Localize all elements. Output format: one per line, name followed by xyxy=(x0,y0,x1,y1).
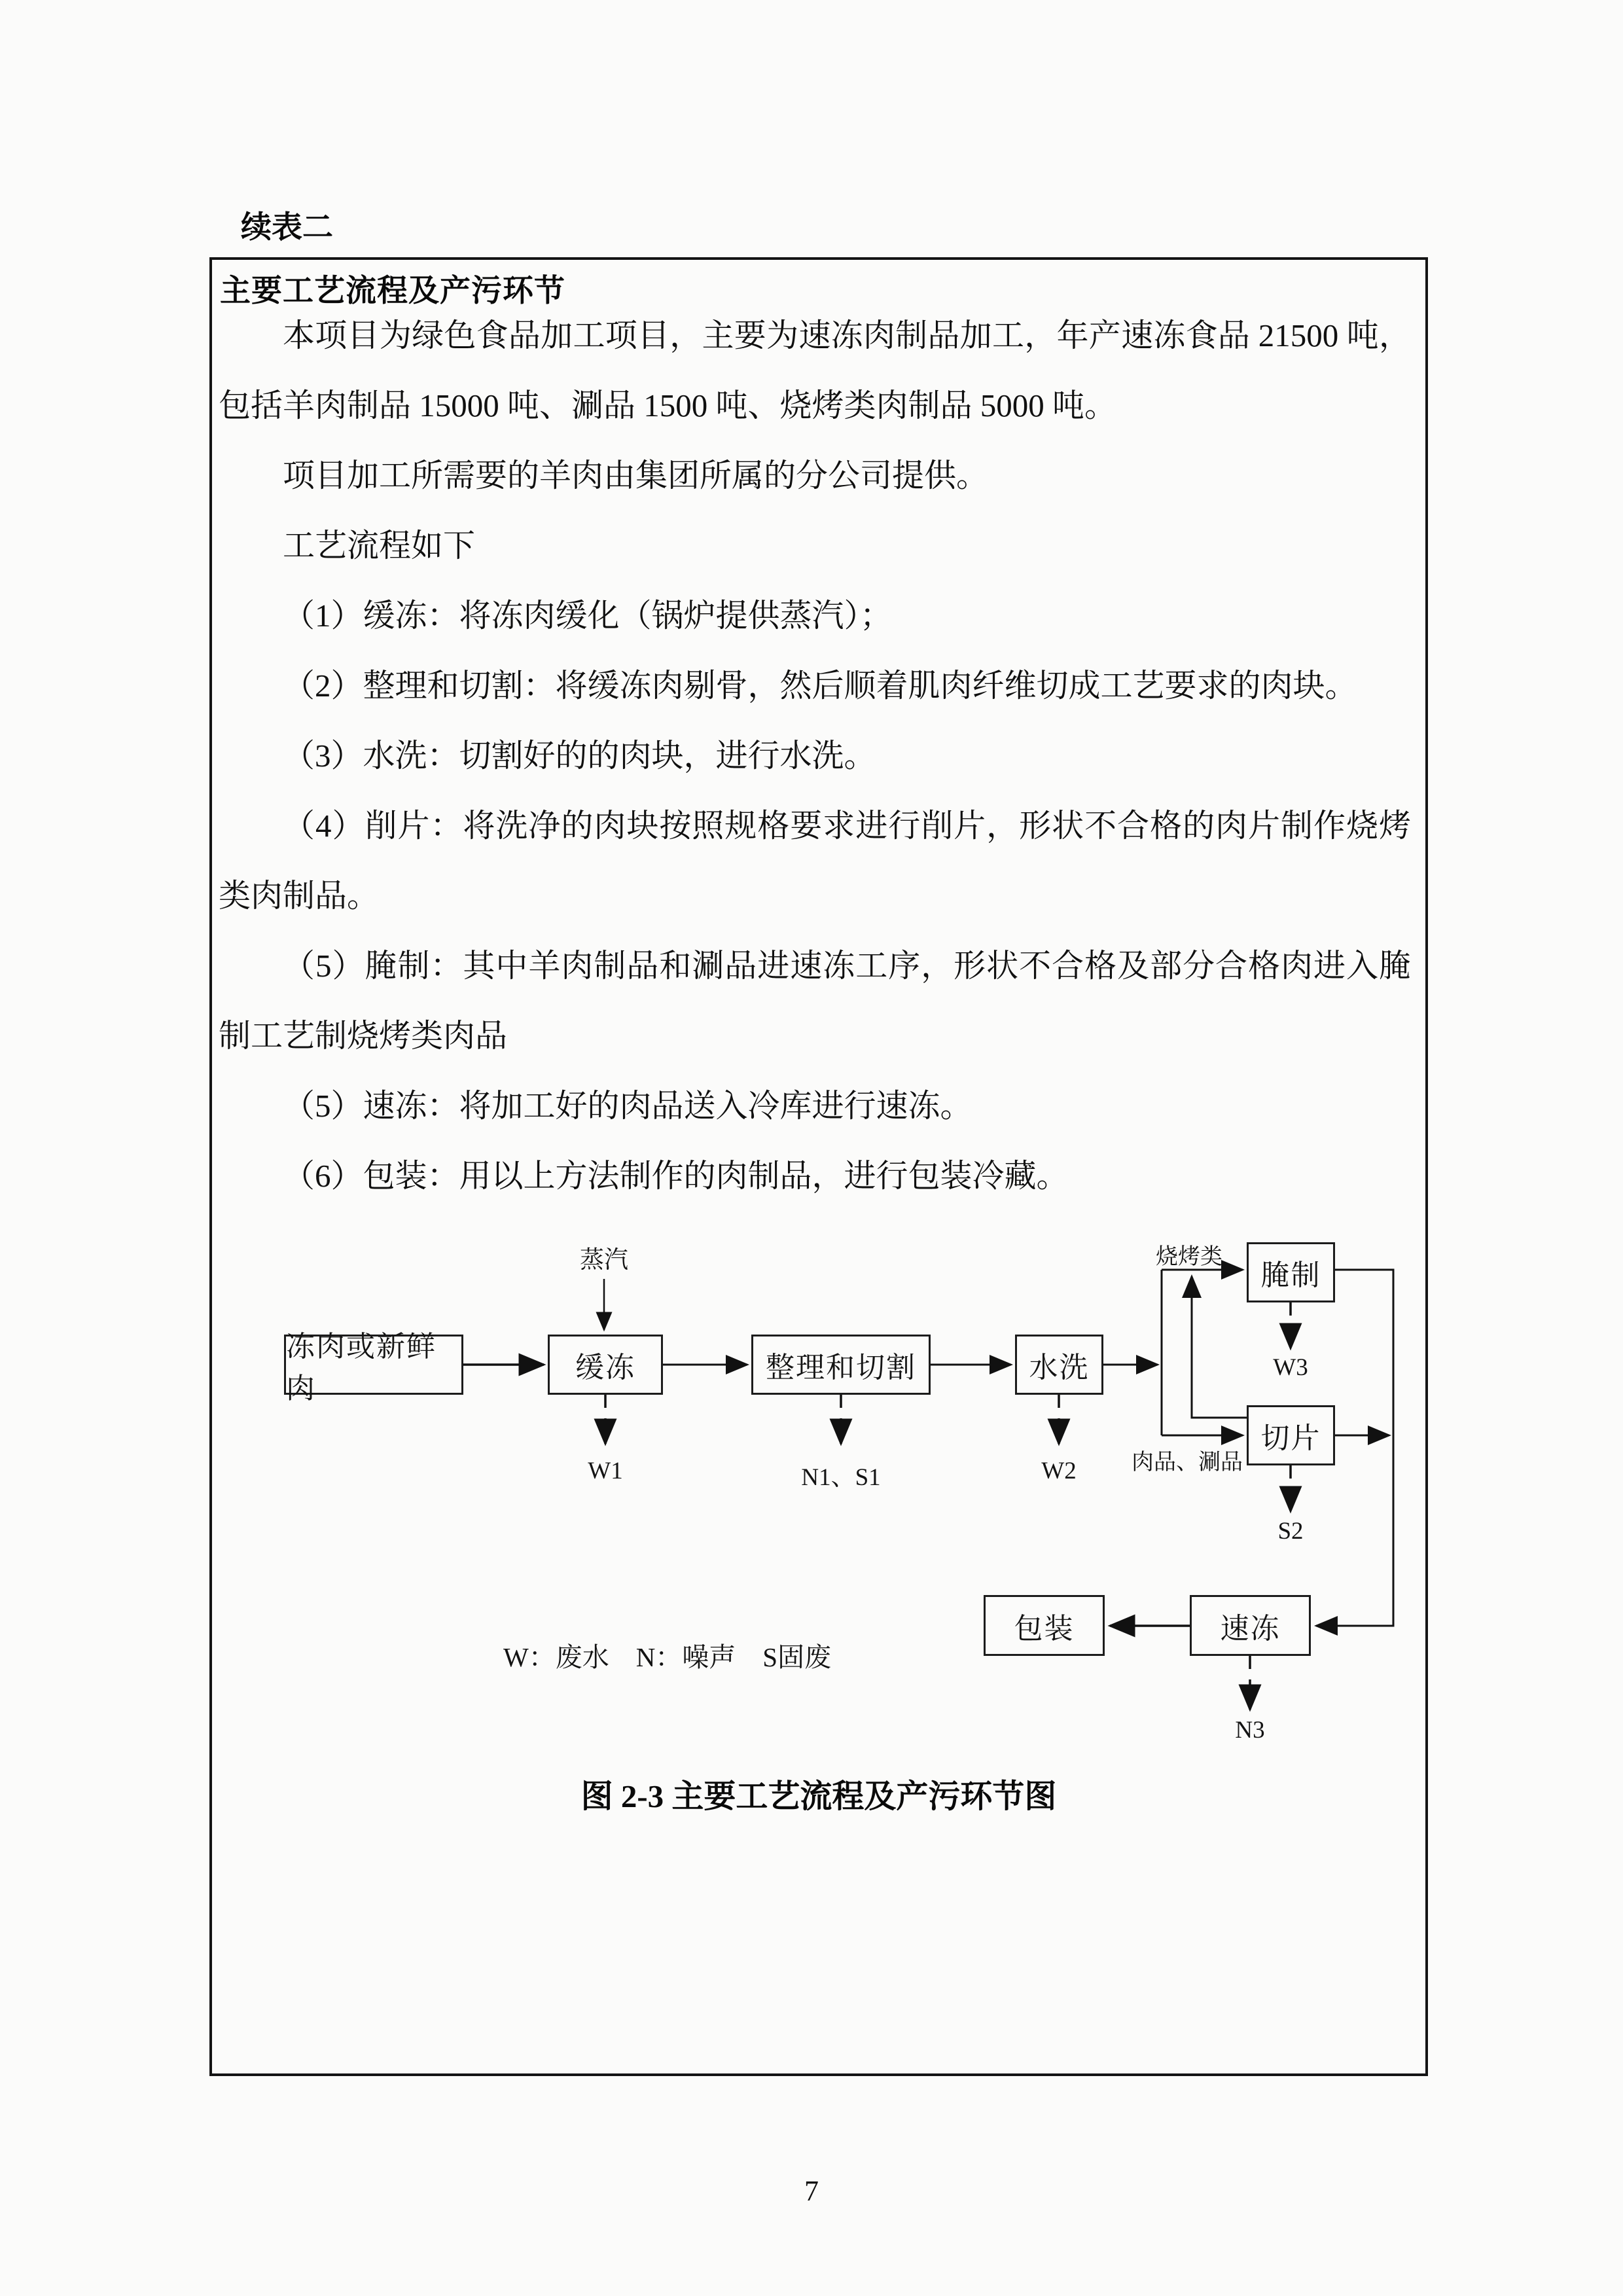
label-solid-waste-s2: S2 xyxy=(1277,1518,1304,1545)
flow-node-trim-cut: 整理和切割 xyxy=(751,1335,931,1395)
flow-node-pack: 包装 xyxy=(984,1595,1105,1656)
label-wastewater-w2: W2 xyxy=(1041,1458,1077,1484)
label-wastewater-w1: W1 xyxy=(588,1458,623,1484)
label-meat-shuapin-branch: 肉品、涮品 xyxy=(1132,1450,1243,1475)
paragraph-step-4: （4）削片：将洗净的肉块按照规格要求进行削片，形状不合格的肉片制作烧烤类肉制品。 xyxy=(219,808,1411,914)
flow-node-raw-meat: 冻肉或新鲜肉 xyxy=(284,1335,463,1395)
table-border xyxy=(209,257,1428,2076)
label-steam-input: 蒸汽 xyxy=(580,1247,628,1274)
label-bbq-branch: 烧烤类 xyxy=(1156,1245,1222,1269)
paragraph-step-3: （3）水洗：切割好的的肉块，进行水洗。 xyxy=(283,738,876,774)
label-wastewater-w3: W3 xyxy=(1273,1354,1308,1381)
label-noise-n3: N3 xyxy=(1235,1717,1265,1744)
flow-node-marinate: 腌制 xyxy=(1247,1242,1335,1302)
flow-node-thaw: 缓冻 xyxy=(548,1335,663,1395)
flow-node-quick-freeze: 速冻 xyxy=(1190,1595,1311,1656)
body-text xyxy=(219,300,1411,1211)
section-title: 主要工艺流程及产污环节 xyxy=(220,273,565,308)
paragraph-step-5a: （5）腌制：其中羊肉制品和涮品进速冻工序，形状不合格及部分合格肉进入腌制工艺制烧烤类肉品 xyxy=(219,948,1411,1054)
paragraph-intro: 本项目为绿色食品加工项目，主要为速冻肉制品加工，年产速冻食品 21500 吨，包括羊肉制品 15000 吨、涮品 1500 吨、烧烤类肉制品 5000 吨。 xyxy=(219,317,1411,423)
figure-caption: 图 2-3 主要工艺流程及产污环节图 xyxy=(580,1778,1057,1814)
flow-legend: W：废水 N：噪声 S固废 xyxy=(503,1642,832,1672)
process-flow-diagram xyxy=(251,1213,1462,1789)
paragraph-supply: 项目加工所需要的羊肉由集团所属的分公司提供。 xyxy=(283,457,989,493)
flow-node-slice: 切片 xyxy=(1247,1405,1335,1465)
paragraph-flow-heading: 工艺流程如下 xyxy=(283,528,476,564)
flow-node-wash: 水洗 xyxy=(1015,1335,1103,1395)
continued-table-label: 续表二 xyxy=(241,209,333,244)
paragraph-step-5b: （5）速冻：将加工好的肉品送入冷库进行速冻。 xyxy=(283,1088,972,1124)
page-number: 7 xyxy=(804,2175,819,2207)
paragraph-step-6: （6）包装：用以上方法制作的肉制品，进行包装冷藏。 xyxy=(283,1158,1069,1194)
paragraph-step-2: （2）整理和切割：将缓冻肉剔骨，然后顺着肌肉纤维切成工艺要求的肉块。 xyxy=(283,668,1357,704)
label-noise-solid-n1s1: N1、S1 xyxy=(801,1464,881,1491)
paragraph-step-1: （1）缓冻：将冻肉缓化（锅炉提供蒸汽）； xyxy=(283,598,893,634)
